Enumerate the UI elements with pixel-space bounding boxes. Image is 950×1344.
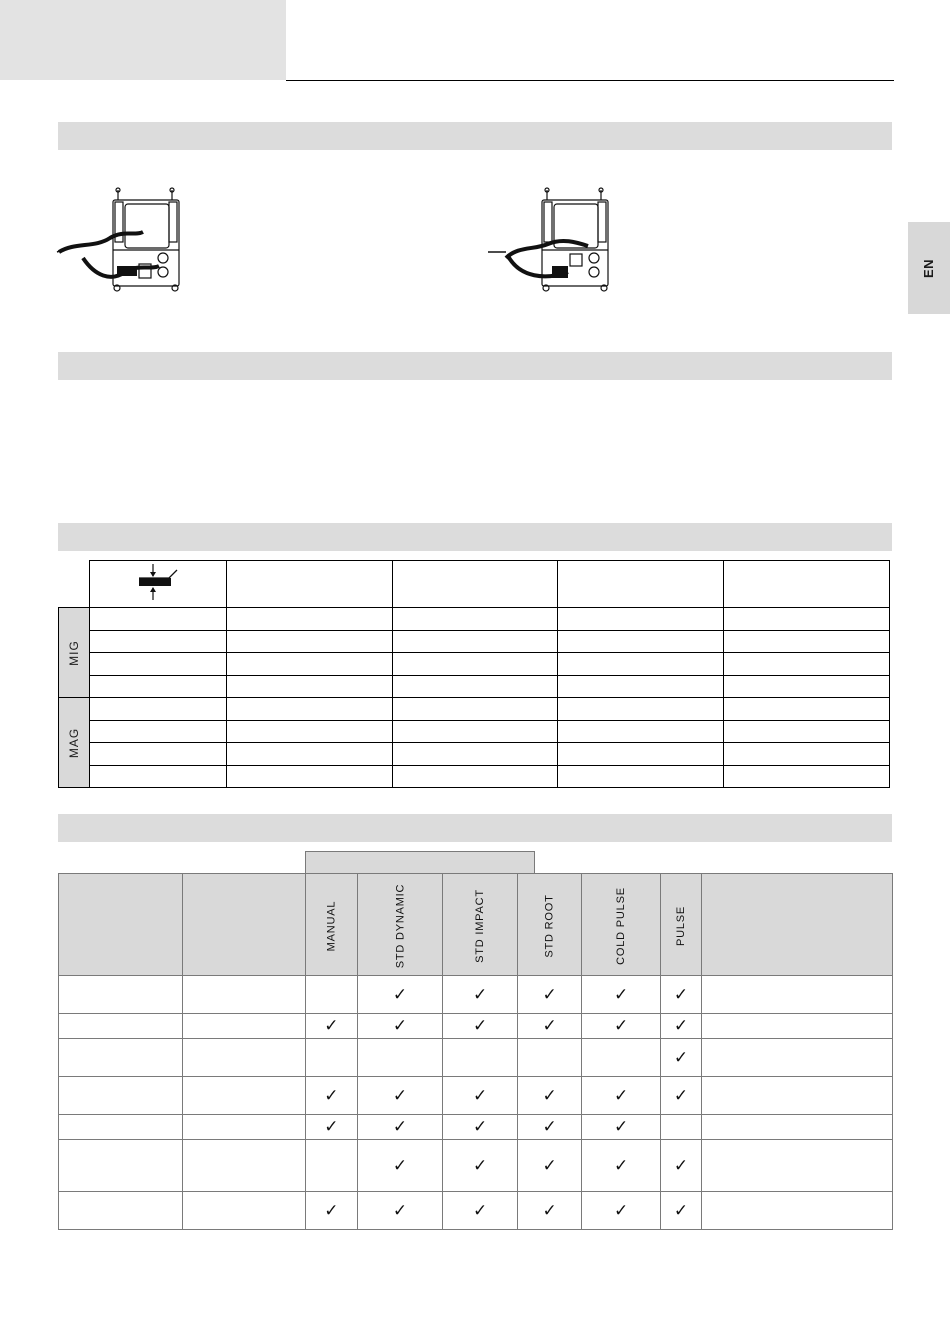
mode-cell	[443, 1140, 518, 1192]
mode-cell	[582, 1140, 661, 1192]
checkmark-icon: ✓	[542, 1117, 557, 1137]
checkmark-icon: ✓	[324, 1117, 339, 1137]
mode-cell	[443, 1014, 518, 1039]
checkmark-icon: ✓	[542, 1085, 557, 1106]
mode-cell	[518, 1039, 582, 1077]
mode-cell	[582, 1014, 661, 1039]
checkmark-icon: ✓	[614, 1117, 629, 1137]
section-bar-2	[58, 352, 892, 380]
checkmark-icon: ✓	[673, 984, 689, 1005]
mode-cell	[660, 1077, 701, 1115]
checkmark-icon: ✓	[392, 1200, 408, 1221]
checkmark-icon: ✓	[392, 984, 408, 1005]
checkmark-icon: ✓	[473, 1117, 488, 1137]
mode-cell	[443, 1192, 518, 1230]
mode-cell	[518, 976, 582, 1014]
checkmark-icon: ✓	[473, 1200, 488, 1221]
mode-cell	[357, 1014, 443, 1039]
welding-machine-illustration-1	[55, 186, 195, 296]
welding-machine-illustration-2	[484, 186, 624, 296]
checkmark-icon: ✓	[614, 1016, 629, 1036]
mode-table-row	[59, 976, 893, 1014]
mode-table-row	[59, 1115, 893, 1140]
mode-cell	[518, 1014, 582, 1039]
mode-group-header	[305, 851, 535, 874]
checkmark-icon: ✓	[324, 1200, 339, 1221]
mode-cell	[443, 1039, 518, 1077]
mode-cell	[306, 1077, 358, 1115]
group-label-mig: MIG	[59, 608, 90, 698]
mode-cell	[306, 1115, 358, 1140]
section-bar-4	[58, 814, 892, 842]
mode-cell	[306, 1192, 358, 1230]
mode-cell	[660, 1039, 701, 1077]
checkmark-icon: ✓	[392, 1016, 408, 1036]
checkmark-icon: ✓	[542, 984, 557, 1005]
group-label-mag: MAG	[59, 698, 90, 788]
mode-table	[58, 873, 893, 1230]
checkmark-icon: ✓	[392, 1085, 408, 1106]
checkmark-icon: ✓	[473, 984, 488, 1005]
checkmark-icon: ✓	[392, 1155, 408, 1176]
checkmark-icon: ✓	[614, 984, 629, 1005]
mode-cell	[518, 1140, 582, 1192]
language-tab[interactable]	[908, 222, 950, 314]
checkmark-icon: ✓	[673, 1155, 689, 1176]
checkmark-icon: ✓	[673, 1016, 689, 1036]
mode-cell	[582, 1077, 661, 1115]
mode-header-std-dynamic: STD DYNAMIC	[357, 874, 443, 976]
mode-cell	[582, 1039, 661, 1077]
mode-header-manual: MANUAL	[306, 874, 358, 976]
mode-table-row	[59, 1140, 893, 1192]
checkmark-icon: ✓	[392, 1117, 408, 1137]
mode-cell	[582, 976, 661, 1014]
mode-cell	[660, 976, 701, 1014]
checkmark-icon: ✓	[614, 1200, 629, 1221]
checkmark-icon: ✓	[542, 1155, 557, 1176]
mode-table-row	[59, 1077, 893, 1115]
mode-cell	[357, 1140, 443, 1192]
mode-cell	[306, 1014, 358, 1039]
mode-cell	[660, 1192, 701, 1230]
checkmark-icon: ✓	[673, 1085, 689, 1106]
checkmark-icon: ✓	[324, 1016, 339, 1036]
mode-cell	[306, 1039, 358, 1077]
mode-cell	[357, 1039, 443, 1077]
mode-header-cold-pulse: COLD PULSE	[582, 874, 661, 976]
checkmark-icon: ✓	[673, 1200, 689, 1221]
mode-cell	[443, 1077, 518, 1115]
mode-cell	[518, 1077, 582, 1115]
thickness-table	[58, 560, 890, 788]
checkmark-icon: ✓	[473, 1155, 488, 1176]
mode-cell	[518, 1115, 582, 1140]
mode-cell	[306, 1140, 358, 1192]
mode-header-std-impact: STD IMPACT	[443, 874, 518, 976]
checkmark-icon: ✓	[614, 1155, 629, 1176]
language-tab-label: EN	[921, 258, 937, 278]
mode-cell	[357, 976, 443, 1014]
checkmark-icon: ✓	[324, 1085, 339, 1106]
mode-cell	[660, 1014, 701, 1039]
mode-cell	[518, 1192, 582, 1230]
mode-table-row	[59, 1039, 893, 1077]
mode-table-row	[59, 1192, 893, 1230]
plate-thickness-icon	[133, 562, 183, 602]
mode-cell	[660, 1140, 701, 1192]
checkmark-icon: ✓	[542, 1016, 557, 1036]
section-bar-1	[58, 122, 892, 150]
checkmark-icon: ✓	[473, 1085, 488, 1106]
mode-header-std-root: STD ROOT	[518, 874, 582, 976]
header-rule	[286, 80, 894, 81]
mode-cell	[357, 1077, 443, 1115]
checkmark-icon: ✓	[473, 1016, 488, 1036]
header-block	[0, 0, 286, 80]
mode-cell	[443, 976, 518, 1014]
mode-cell	[660, 1115, 701, 1140]
mode-cell	[357, 1115, 443, 1140]
section-bar-3	[58, 523, 892, 551]
mode-table-row	[59, 1014, 893, 1039]
mode-cell	[357, 1192, 443, 1230]
mode-cell	[306, 976, 358, 1014]
mode-cell	[582, 1192, 661, 1230]
checkmark-icon: ✓	[673, 1047, 689, 1068]
mode-cell	[443, 1115, 518, 1140]
checkmark-icon: ✓	[614, 1085, 629, 1106]
mode-cell	[582, 1115, 661, 1140]
mode-header-pulse: PULSE	[660, 874, 701, 976]
checkmark-icon: ✓	[542, 1200, 557, 1221]
